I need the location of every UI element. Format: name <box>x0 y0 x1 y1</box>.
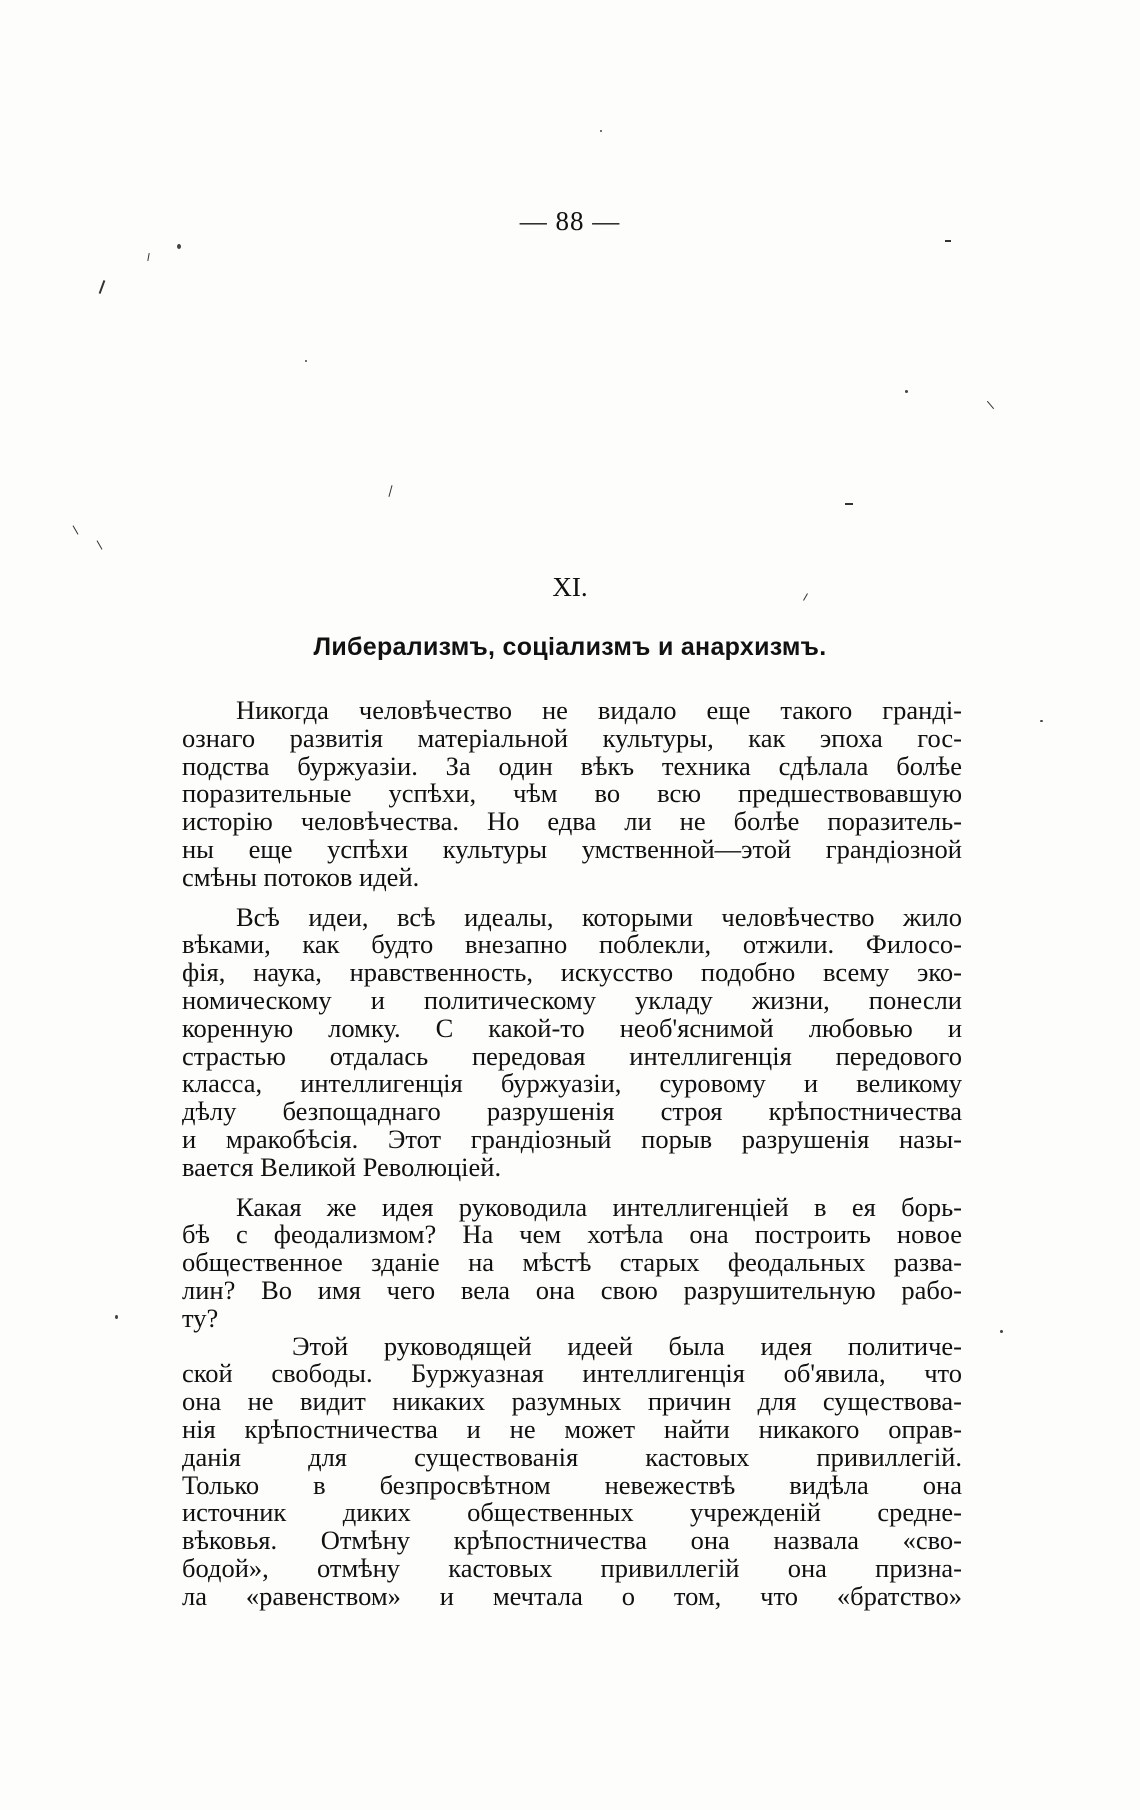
scan-speck <box>600 130 602 132</box>
text-line: вѣковья. Отмѣну крѣпостничества она назвала «сво- <box>182 1525 962 1556</box>
text-line: смѣны потоков идей. <box>182 861 420 892</box>
scan-mark <box>845 503 853 505</box>
paragraph-2 <box>182 901 962 1182</box>
scan-speck <box>1000 1330 1003 1333</box>
text-line: вается Великой Революціей. <box>182 1151 502 1182</box>
paragraph-3 <box>182 1191 962 1333</box>
text-line: номическому и политическому укладу жизни, понесли <box>182 984 962 1015</box>
scan-mark <box>388 485 392 497</box>
chapter-number: XI. <box>552 572 588 602</box>
text-line: класса, интеллигенція буржуазіи, суровому и великому <box>182 1068 962 1099</box>
text-line: бѣ с феодализмом? На чем хотѣла она построить новое <box>182 1219 962 1250</box>
text-line: нія крѣпостничества и не может найти никакого оправ- <box>182 1413 962 1444</box>
scan-speck <box>905 390 908 393</box>
text-line: общественное зданіе на мѣстѣ старых феодальных разва- <box>182 1247 962 1278</box>
text-line: Какая же идея руководила интеллигенціей в ея борь- <box>236 1191 962 1222</box>
scan-speck <box>1040 720 1043 722</box>
text-line: Этой руководящей идеей была идея политиче- <box>292 1330 962 1361</box>
text-line: она не видит никаких разумных причин для существова- <box>182 1386 962 1417</box>
text-line: Всѣ идеи, всѣ идеалы, которыми человѣчество жило <box>236 901 962 932</box>
text-line: ознаго развитія матеріальной культуры, как эпоха гос- <box>182 722 962 753</box>
text-line: и мракобѣсія. Этот грандіозный порыв разрушенія назы- <box>182 1123 962 1154</box>
text-line: страстью отдалась передовая интеллигенція передового <box>182 1040 962 1071</box>
paragraph-1 <box>182 697 962 892</box>
text-line: ту? <box>182 1302 219 1333</box>
body-text <box>182 697 962 1611</box>
scan-mark <box>73 525 79 534</box>
text-line: источник диких общественных учрежденій средне- <box>182 1497 962 1528</box>
scan-speck <box>177 244 181 249</box>
text-line: Только в безпросвѣтном невежествѣ видѣла она <box>182 1469 962 1500</box>
text-line: лин? Во имя чего вела она свою разрушительную рабо- <box>182 1274 962 1305</box>
scan-mark <box>97 540 103 549</box>
scan-speck <box>305 360 307 362</box>
text-line: Никогда человѣчество не видало еще такого гранді- <box>236 695 962 725</box>
text-line: коренную ломку. С какой-то необ'яснимой любовью и <box>182 1012 962 1043</box>
text-line: бодой», отмѣну кастовых привиллегій она призна- <box>182 1552 962 1583</box>
scan-speck <box>115 1315 118 1319</box>
text-line: подства буржуазіи. За один вѣкъ техника сдѣлала болѣе <box>182 750 962 781</box>
text-line: поразительные успѣхи, чѣм во всю предшествовавшую <box>182 778 962 809</box>
chapter-title: Либерализмъ, соціализмъ и анархизмъ. <box>313 633 827 661</box>
scan-mark <box>987 401 994 409</box>
scan-mark <box>945 240 951 242</box>
text-line: данія для существованія кастовых привиллегій. <box>182 1441 962 1472</box>
scan-mark <box>99 280 106 294</box>
text-line: фія, наука, нравственность, искусство подобно всему эко- <box>182 957 962 988</box>
text-line: ла «равенством» и мечтала о том, что «братство» <box>182 1580 962 1611</box>
text-line: ской свободы. Буржуазная интеллигенція об'явила, что <box>182 1358 962 1389</box>
text-line: исторію человѣчества. Но едва ли не болѣе поразитель- <box>182 806 962 837</box>
text-line: вѣками, как будто внезапно поблекли, отжили. Филосо- <box>182 929 962 960</box>
text-line: ны еще успѣхи культуры умственной—этой грандіозной <box>182 833 962 864</box>
text-line: дѣлу безпощаднаго разрушенія строя крѣпостничества <box>182 1096 962 1127</box>
page-number: — 88 — <box>519 206 621 236</box>
scan-mark <box>147 253 149 261</box>
paragraph-4 <box>182 1330 962 1611</box>
